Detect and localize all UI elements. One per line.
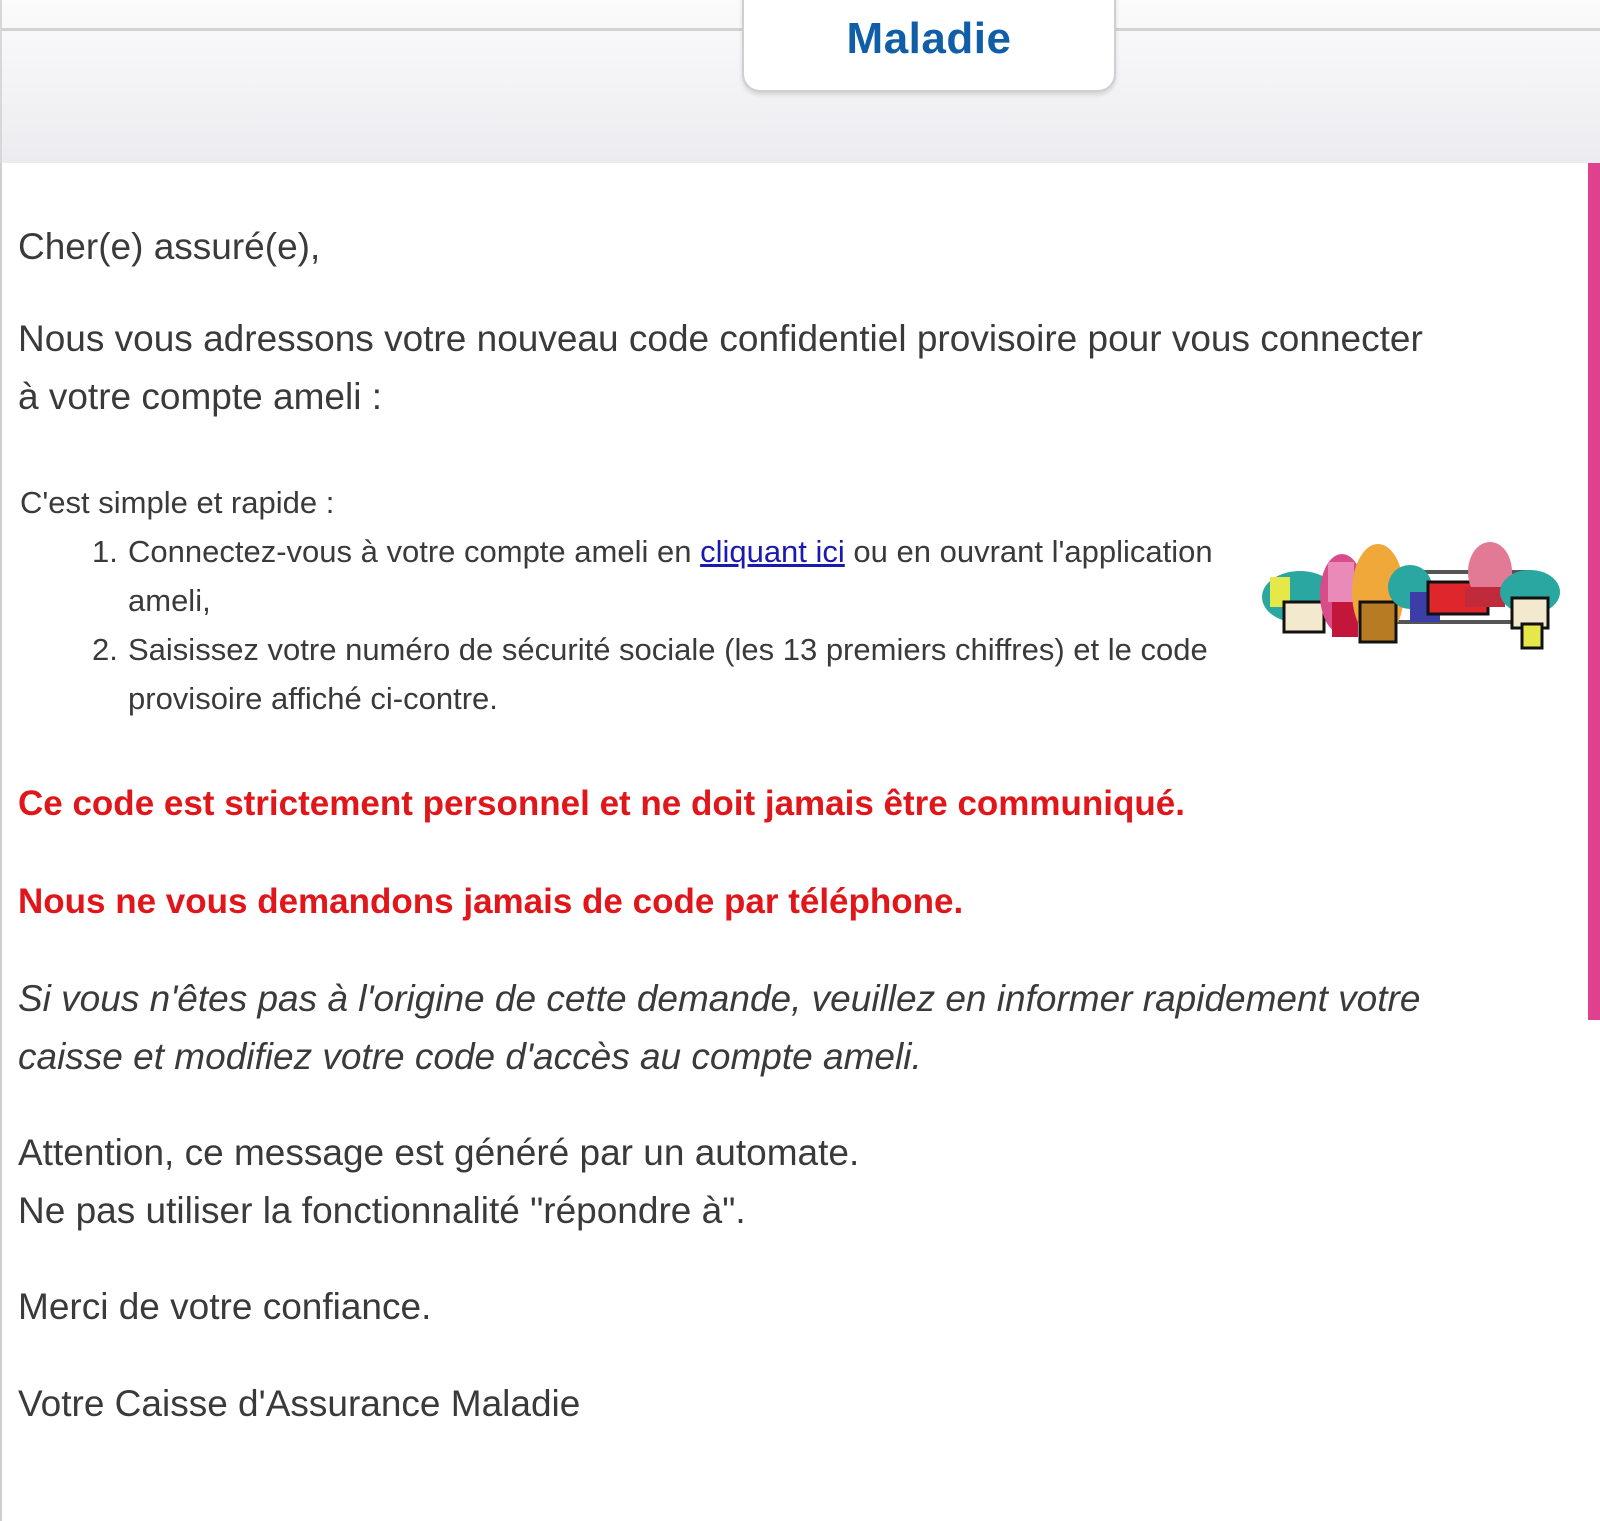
- header-divider-right: [1112, 28, 1600, 31]
- step-number: 1.: [92, 534, 118, 569]
- step-text-line-2: ameli,: [128, 583, 211, 618]
- greeting: Cher(e) assuré(e),: [18, 226, 321, 267]
- signature: Votre Caisse d'Assurance Maladie: [18, 1383, 581, 1424]
- warning-personal-code: Ce code est strictement personnel et ne doit jamais être communiqué.: [18, 784, 1185, 823]
- email-header: [0, 0, 1600, 163]
- redaction-pattern-icon: [1260, 532, 1590, 662]
- logo-tab: [742, 0, 1116, 92]
- step-text-line-2: provisoire affiché ci-contre.: [128, 681, 498, 716]
- click-here-link[interactable]: cliquant ici: [700, 534, 845, 569]
- warning-phone: Nous ne vous demandons jamais de code par téléphone.: [18, 882, 964, 921]
- step-text-after-link: ou en ouvrant l'application: [844, 534, 1213, 569]
- thanks: Merci de votre confiance.: [18, 1286, 432, 1327]
- notice-line-2: caisse et modifiez votre code d'accès au compte ameli.: [18, 1036, 922, 1077]
- brand-logo: Maladie: [846, 14, 1012, 63]
- steps-intro: C'est simple et rapide :: [20, 485, 335, 520]
- step-number: 2.: [92, 632, 118, 667]
- intro-line-1: Nous vous adressons votre nouveau code confidentiel provisoire pour vous connecter: [18, 318, 1423, 359]
- redacted-code-graphic: [1260, 532, 1590, 662]
- automate-line-1: Attention, ce message est généré par un automate.: [18, 1132, 860, 1173]
- step-text: Connectez-vous à votre compte ameli en: [128, 534, 701, 569]
- intro-line-2: à votre compte ameli :: [18, 376, 382, 417]
- automate-line-2: Ne pas utiliser la fonctionnalité "répondre à".: [18, 1190, 746, 1231]
- header-divider-left: [2, 28, 742, 31]
- notice-line-1: Si vous n'êtes pas à l'origine de cette demande, veuillez en informer rapidement votre: [18, 978, 1421, 1019]
- step-text: Saisissez votre numéro de sécurité sociale (les 13 premiers chiffres) et le code: [128, 632, 1208, 667]
- left-border: [0, 163, 2, 1521]
